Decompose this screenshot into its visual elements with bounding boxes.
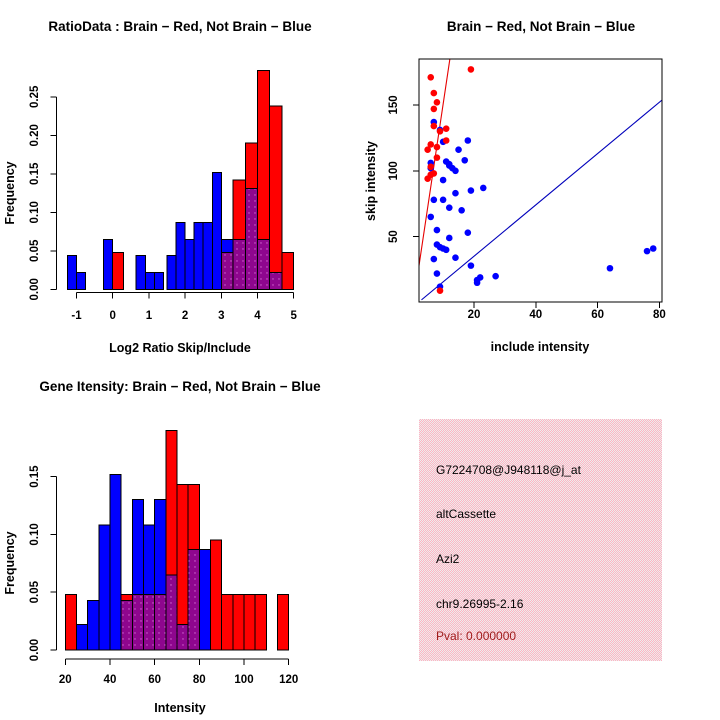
panel-gene-intensity-histogram bbox=[0, 360, 360, 720]
not-brain-bar bbox=[67, 255, 76, 289]
brain-bar bbox=[222, 595, 233, 650]
splice-type-text: altCassette bbox=[436, 507, 497, 521]
x-axis-label: Intensity bbox=[154, 701, 206, 715]
x-tick-label: 4 bbox=[254, 310, 261, 322]
brain-bar bbox=[255, 595, 266, 650]
x-tick-label: 3 bbox=[218, 310, 225, 322]
y-tick-label: 0.00 bbox=[29, 278, 41, 301]
y-tick-label: 50 bbox=[388, 230, 400, 244]
location-text: chr9.26995-2.16 bbox=[436, 597, 524, 611]
brain-bar bbox=[278, 595, 289, 650]
y-tick-label: 150 bbox=[388, 95, 400, 115]
gene-name-text: Azi2 bbox=[436, 552, 460, 566]
x-tick-label: 0 bbox=[109, 310, 116, 322]
not-brain-point bbox=[607, 265, 614, 272]
y-axis-label: Frequency bbox=[3, 531, 17, 595]
y-axis-label: Frequency bbox=[3, 161, 17, 225]
x-tick-label: 60 bbox=[591, 309, 604, 321]
chart-title: RatioData : Brain − Red, Not Brain − Blue bbox=[48, 19, 312, 34]
not-brain-point bbox=[468, 262, 475, 269]
y-tick-label: 0.15 bbox=[29, 465, 41, 488]
x-tick-label: 20 bbox=[58, 674, 72, 686]
not-brain-point bbox=[446, 204, 453, 211]
brain-point bbox=[431, 90, 438, 97]
y-tick-label: 0.20 bbox=[29, 124, 41, 147]
not-brain-point bbox=[427, 214, 434, 221]
y-tick-label: 0.05 bbox=[29, 581, 41, 604]
brain-point bbox=[468, 66, 475, 73]
not-brain-point bbox=[446, 235, 453, 242]
y-axis-label: skip intensity bbox=[364, 141, 378, 221]
not-brain-bar bbox=[203, 222, 212, 289]
x-tick-label: 100 bbox=[234, 674, 254, 686]
x-tick-label: 120 bbox=[279, 674, 299, 686]
not-brain-bar bbox=[88, 600, 99, 650]
panel-intensity-scatter bbox=[360, 0, 720, 360]
brain-point bbox=[443, 137, 450, 144]
x-axis-label: include intensity bbox=[490, 340, 590, 354]
not-brain-bar bbox=[212, 172, 221, 289]
not-brain-bar bbox=[185, 239, 194, 289]
x-tick-label: 2 bbox=[181, 310, 189, 322]
not-brain-bar bbox=[136, 255, 145, 289]
overlap-bar bbox=[221, 252, 233, 289]
not-brain-point bbox=[465, 137, 472, 144]
brain-bar bbox=[113, 252, 124, 289]
overlap-bar bbox=[155, 595, 166, 650]
overlap-bar bbox=[132, 595, 143, 650]
not-brain-point bbox=[650, 245, 657, 252]
x-axis-label: Log2 Ratio Skip/Include bbox=[109, 341, 251, 355]
brain-point bbox=[424, 175, 431, 182]
brain-point bbox=[424, 146, 431, 153]
overlap-bar bbox=[143, 595, 154, 650]
not-brain-point bbox=[465, 229, 472, 236]
not-brain-point bbox=[474, 279, 481, 286]
not-brain-point bbox=[461, 157, 468, 164]
brain-point bbox=[427, 164, 434, 171]
plot-box bbox=[419, 59, 662, 302]
x-tick-label: 60 bbox=[148, 674, 162, 686]
overlap-bar bbox=[258, 239, 270, 289]
not-brain-point bbox=[468, 187, 475, 194]
intensity-scatter-chart bbox=[360, 0, 720, 360]
y-tick-label: 0.00 bbox=[29, 638, 41, 662]
overlap-bar bbox=[269, 272, 281, 289]
not-brain-point bbox=[443, 247, 450, 254]
not-brain-bar bbox=[176, 222, 185, 289]
brain-bar bbox=[65, 595, 76, 650]
x-tick-label: 80 bbox=[653, 309, 666, 321]
not-brain-point bbox=[492, 273, 499, 280]
brain-bar bbox=[282, 252, 294, 289]
y-tick-label: 100 bbox=[388, 161, 400, 181]
brain-point bbox=[431, 106, 438, 113]
not-brain-point bbox=[434, 227, 441, 234]
brain-point bbox=[434, 154, 441, 161]
ratio-histogram-chart bbox=[0, 0, 360, 360]
overlap-bar bbox=[233, 239, 245, 289]
not-brain-point bbox=[452, 168, 459, 175]
overlap-bar bbox=[121, 600, 132, 650]
not-brain-point bbox=[431, 256, 438, 263]
brain-point bbox=[431, 123, 438, 130]
brain-point bbox=[434, 144, 441, 151]
not-brain-point bbox=[440, 196, 447, 203]
not-brain-bar bbox=[104, 239, 113, 289]
not-brain-bar bbox=[77, 272, 86, 289]
brain-point bbox=[437, 287, 444, 294]
not-brain-point bbox=[452, 190, 459, 197]
not-brain-point bbox=[480, 185, 487, 192]
not-brain-bar bbox=[99, 525, 110, 650]
not-brain-bar bbox=[145, 272, 154, 289]
pval-text: Pval: 0.000000 bbox=[436, 629, 517, 643]
not-brain-point bbox=[455, 146, 462, 153]
not-brain-bar bbox=[199, 549, 210, 650]
x-tick-label: 40 bbox=[529, 309, 543, 321]
not-brain-point bbox=[452, 254, 459, 261]
x-tick-label: -1 bbox=[71, 310, 82, 322]
brain-bar bbox=[244, 595, 255, 650]
brain-bar bbox=[233, 595, 244, 650]
not-brain-point bbox=[458, 207, 465, 214]
chart-title: Gene Itensity: Brain − Red, Not Brain − Blue bbox=[39, 379, 321, 394]
chart-title: Brain − Red, Not Brain − Blue bbox=[446, 19, 636, 34]
not-brain-bar bbox=[194, 222, 203, 289]
brain-point bbox=[443, 125, 450, 132]
not-brain-point bbox=[440, 177, 447, 184]
x-tick-label: 1 bbox=[145, 310, 153, 322]
overlap-bar bbox=[246, 188, 258, 289]
gene-intensity-histogram-chart bbox=[0, 360, 360, 720]
not-brain-point bbox=[431, 196, 438, 203]
y-tick-label: 0.05 bbox=[29, 239, 41, 262]
panel-ratio-histogram bbox=[0, 0, 360, 360]
y-tick-label: 0.15 bbox=[29, 162, 41, 185]
x-tick-label: 80 bbox=[192, 674, 206, 686]
gene-info-box bbox=[419, 419, 662, 661]
not-brain-bar bbox=[76, 625, 87, 650]
x-tick-label: 40 bbox=[103, 674, 117, 686]
not-brain-bar bbox=[110, 474, 121, 650]
overlap-bar bbox=[188, 549, 199, 650]
x-tick-label: 20 bbox=[467, 309, 481, 321]
y-tick-label: 0.25 bbox=[29, 85, 41, 108]
brain-bar bbox=[269, 106, 281, 289]
overlap-bar bbox=[177, 625, 188, 650]
brain-point bbox=[434, 99, 441, 106]
overlap-bar bbox=[166, 575, 177, 650]
y-tick-label: 0.10 bbox=[29, 523, 41, 546]
brain-point bbox=[437, 128, 444, 135]
x-tick-label: 5 bbox=[290, 310, 297, 322]
not-brain-bar bbox=[167, 255, 176, 289]
not-brain-point bbox=[644, 248, 651, 255]
probe-id-text: G7224708@J948118@j_at bbox=[436, 463, 581, 477]
brain-point bbox=[427, 74, 434, 81]
y-tick-label: 0.10 bbox=[29, 201, 41, 224]
brain-bar bbox=[210, 540, 221, 650]
not-brain-bar bbox=[154, 272, 163, 289]
not-brain-point bbox=[434, 270, 441, 277]
not-brain-fit-line bbox=[421, 100, 662, 300]
panel-gene-info bbox=[360, 360, 720, 720]
